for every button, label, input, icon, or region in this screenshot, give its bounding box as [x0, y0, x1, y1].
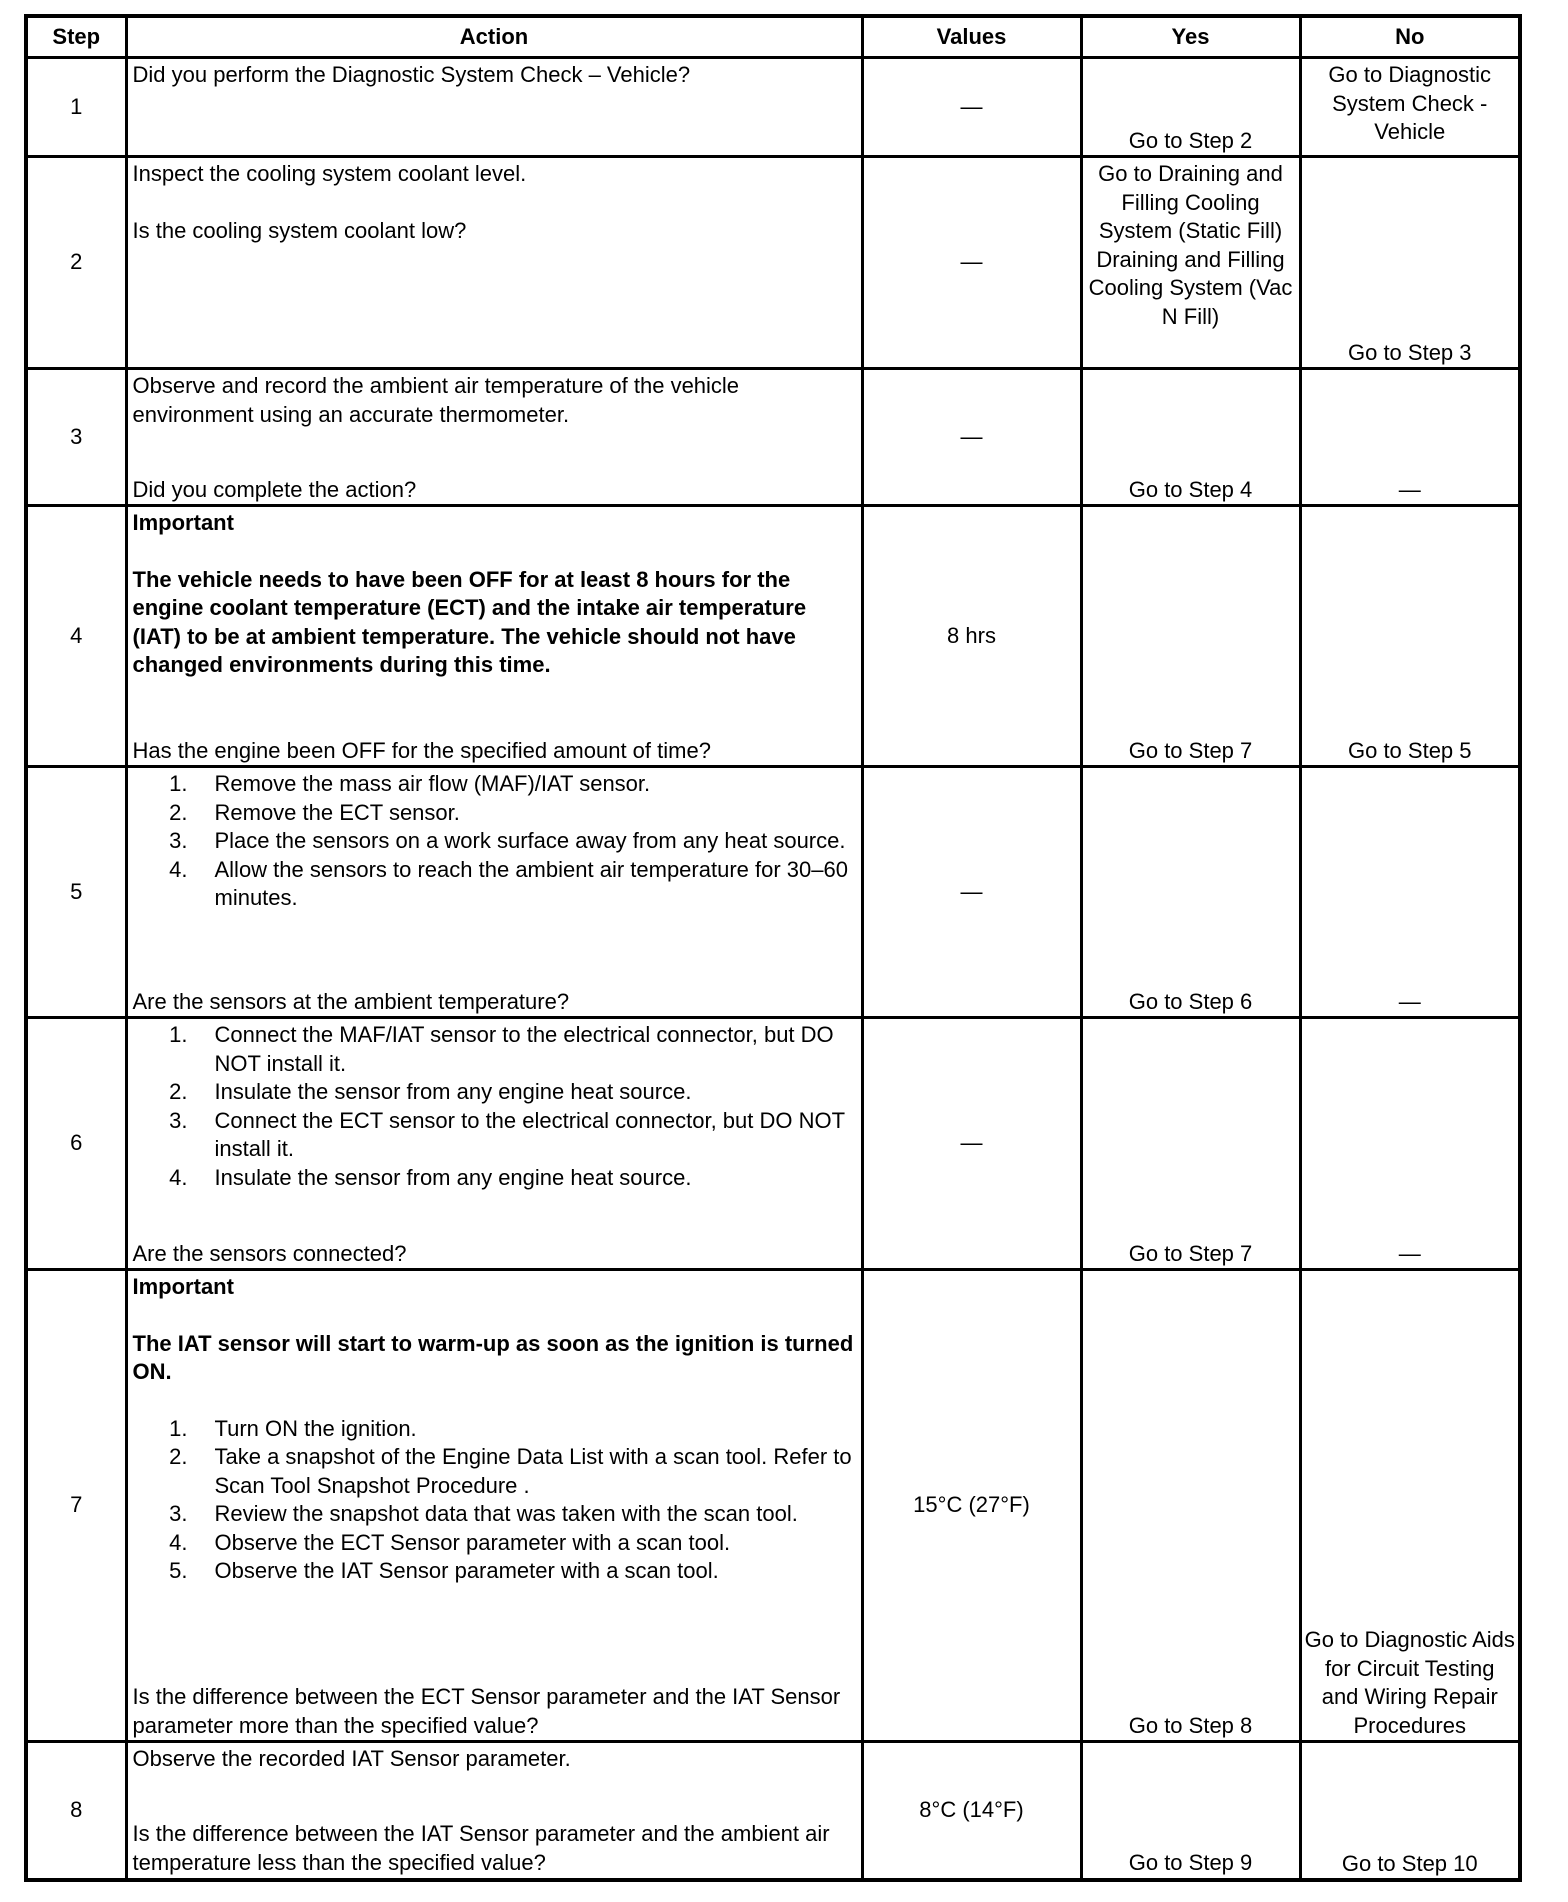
spacer [1305, 372, 1516, 476]
yes-content [1083, 370, 1299, 504]
action-text: Is the cooling system coolant low? [132, 217, 467, 243]
list-item [133, 856, 857, 913]
yes-text: Go to Step 7 [1128, 737, 1253, 763]
yes-cell [1081, 1270, 1300, 1742]
action-text: Are the sensors connected? [132, 1240, 407, 1266]
list-item [133, 827, 857, 856]
no-cell [1300, 1270, 1520, 1742]
action-text: Is the difference between the IAT Sensor parameter and the ambient air temperature less than the specified value? [132, 1821, 830, 1875]
table-row [26, 767, 1520, 1018]
value-cell: — [862, 58, 1081, 157]
value-cell: 15°C (27°F) [862, 1270, 1081, 1742]
spacer [1305, 770, 1516, 988]
action-content [128, 507, 861, 765]
table-row [26, 157, 1520, 369]
spacer [133, 90, 857, 156]
no-content [1302, 59, 1519, 155]
step-number: 7 [26, 1270, 126, 1742]
list-number: 1. [169, 1415, 188, 1441]
spacer [1305, 509, 1516, 737]
spacer [1305, 1745, 1516, 1850]
no-cell [1300, 506, 1520, 767]
yes-content [1083, 507, 1299, 765]
list-item [133, 1021, 857, 1078]
list-text: Remove the mass air flow (MAF)/IAT sensor. [214, 771, 651, 796]
no-cell [1300, 1742, 1520, 1881]
no-text: — [1398, 476, 1421, 502]
spacer [1086, 509, 1296, 737]
value-cell: — [862, 767, 1081, 1018]
yes-cell [1081, 157, 1300, 369]
numbered-list [133, 1415, 857, 1586]
table-row [26, 1270, 1520, 1742]
yes-content [1083, 1743, 1299, 1878]
important-text: Important [132, 1274, 234, 1299]
blank-line [133, 538, 857, 566]
action-cell [126, 1742, 862, 1881]
list-text: Observe the IAT Sensor parameter with a scan tool. [214, 1558, 719, 1583]
list-text: Take a snapshot of the Engine Data List with a scan tool. Refer to Scan Tool Snapshot Procedure . [214, 1444, 852, 1498]
list-number: 4. [169, 1164, 188, 1190]
blank-line [133, 1387, 857, 1415]
list-number: 2. [169, 799, 188, 825]
header-values: Values [862, 16, 1081, 58]
list-number: 2. [169, 1079, 188, 1104]
yes-content [1083, 158, 1299, 367]
list-text: Insulate the sensor from any engine heat source. [214, 1079, 692, 1104]
important-text: The IAT sensor will start to warm-up as soon as the ignition is turned ON. [132, 1330, 854, 1384]
blank-line [133, 1302, 857, 1330]
action-content [128, 1271, 861, 1740]
no-cell [1300, 767, 1520, 1018]
action-content [128, 370, 861, 504]
list-number: 3. [169, 1501, 188, 1526]
list-number: 2. [169, 1444, 188, 1469]
no-cell [1300, 157, 1520, 369]
list-number: 1. [169, 771, 188, 796]
yes-text: Go to Step 8 [1128, 1712, 1253, 1738]
list-text: Remove the ECT sensor. [214, 799, 460, 825]
value-cell: 8°C (14°F) [862, 1742, 1081, 1881]
action-content [128, 1743, 861, 1877]
spacer [1305, 1021, 1516, 1240]
no-text: Go to Step 10 [1341, 1850, 1478, 1876]
step-number: 2 [26, 157, 126, 369]
list-text: Allow the sensors to reach the ambient air temperature for 30–60 minutes. [214, 856, 848, 910]
step-number: 3 [26, 369, 126, 506]
value-cell: — [862, 157, 1081, 369]
yes-cell [1081, 767, 1300, 1018]
table-row [26, 1018, 1520, 1270]
numbered-list [133, 770, 857, 913]
action-text: Did you perform the Diagnostic System Check – Vehicle? [132, 62, 691, 87]
list-text: Connect the ECT sensor to the electrical connector, but DO NOT install it. [214, 1107, 845, 1161]
numbered-list [133, 1021, 857, 1192]
spacer [133, 429, 857, 476]
list-item [133, 1107, 857, 1164]
yes-text: Go to Step 6 [1128, 988, 1253, 1014]
yes-cell [1081, 58, 1300, 157]
list-item [133, 799, 857, 828]
spacer [1305, 1273, 1516, 1626]
yes-cell [1081, 1742, 1300, 1881]
value-cell: — [862, 369, 1081, 506]
spacer [1086, 61, 1296, 127]
list-item [133, 1415, 857, 1444]
action-text: Has the engine been OFF for the specified amount of time? [132, 737, 711, 763]
spacer [133, 1774, 857, 1821]
spacer [1086, 1745, 1296, 1849]
no-cell [1300, 1018, 1520, 1270]
no-content [1302, 1019, 1519, 1268]
header-row [26, 16, 1520, 58]
list-number: 1. [169, 1022, 188, 1047]
yes-content [1083, 768, 1299, 1016]
spacer [133, 913, 857, 988]
yes-cell [1081, 1018, 1300, 1270]
no-cell [1300, 58, 1520, 157]
no-text: — [1398, 988, 1421, 1014]
list-text: Review the snapshot data that was taken with the scan tool. [214, 1501, 798, 1526]
list-number: 3. [169, 1107, 188, 1133]
header-yes: Yes [1081, 16, 1300, 58]
important-text: Important [132, 510, 234, 535]
header-no: No [1300, 16, 1520, 58]
diagnostic-table [24, 14, 1522, 1882]
yes-cell [1081, 506, 1300, 767]
table-row [26, 58, 1520, 157]
spacer [133, 1586, 857, 1684]
action-content [128, 158, 861, 367]
step-number: 6 [26, 1018, 126, 1270]
yes-text: Go to Step 9 [1128, 1850, 1253, 1875]
action-cell [126, 767, 862, 1018]
action-cell [126, 1018, 862, 1270]
list-item [133, 1443, 857, 1500]
spacer [1305, 160, 1516, 339]
list-text: Observe the ECT Sensor parameter with a scan tool. [214, 1529, 731, 1555]
yes-content [1083, 59, 1299, 155]
no-text: Go to Step 3 [1347, 339, 1472, 365]
list-item [133, 1078, 857, 1107]
step-number: 8 [26, 1742, 126, 1881]
list-text: Turn ON the ignition. [214, 1415, 417, 1441]
no-content [1302, 507, 1519, 765]
no-content [1302, 1743, 1519, 1878]
no-text: Go to Diagnostic Aids for Circuit Testing and Wiring Repair Procedures [1304, 1627, 1515, 1738]
action-cell [126, 506, 862, 767]
important-text: The vehicle needs to have been OFF for at least 8 hours for the engine coolant temperature (ECT) and the intake air temperature (IAT) to be at ambient temperature. The vehicle should not have changed environments during this time. [132, 566, 807, 677]
spacer [1086, 770, 1296, 988]
action-cell [126, 1270, 862, 1742]
list-number: 4. [169, 1529, 188, 1555]
action-text: Inspect the cooling system coolant level. [132, 161, 527, 186]
yes-text: Go to Draining and Filling Cooling System (Static Fill) Draining and Filling Cooling System (Vac N Fill) [1088, 161, 1293, 329]
step-number: 4 [26, 506, 126, 767]
action-text: Observe the recorded IAT Sensor parameter. [132, 1746, 571, 1771]
no-text: Go to Step 5 [1347, 737, 1472, 763]
list-number: 5. [169, 1558, 188, 1583]
no-text: — [1398, 1240, 1421, 1266]
action-content [128, 59, 861, 155]
list-text: Connect the MAF/IAT sensor to the electrical connector, but DO NOT install it. [214, 1022, 834, 1076]
header-action: Action [126, 16, 862, 58]
yes-text: Go to Step 4 [1128, 476, 1253, 502]
action-text: Are the sensors at the ambient temperature? [132, 988, 570, 1014]
list-item [133, 1529, 857, 1558]
spacer [1086, 372, 1296, 476]
list-number: 3. [169, 828, 188, 853]
yes-content [1083, 1271, 1299, 1740]
header-step: Step [26, 16, 126, 58]
action-content [128, 768, 861, 1016]
spacer [133, 680, 857, 737]
list-item [133, 1557, 857, 1586]
spacer [133, 245, 857, 367]
action-content [128, 1019, 861, 1268]
step-number: 1 [26, 58, 126, 157]
spacer [1086, 1021, 1296, 1240]
no-content [1302, 158, 1519, 367]
action-cell [126, 369, 862, 506]
table-row [26, 369, 1520, 506]
no-cell [1300, 369, 1520, 506]
yes-text: Go to Step 2 [1128, 127, 1253, 153]
list-item [133, 770, 857, 799]
yes-cell [1081, 369, 1300, 506]
value-cell: 8 hrs [862, 506, 1081, 767]
list-text: Insulate the sensor from any engine heat source. [214, 1164, 692, 1190]
action-text: Observe and record the ambient air temperature of the vehicle environment using an accurate thermometer. [132, 373, 740, 427]
blank-line [133, 189, 857, 217]
list-item [133, 1164, 857, 1193]
no-text: Go to Diagnostic System Check - Vehicle [1328, 62, 1492, 144]
value-cell: — [862, 1018, 1081, 1270]
no-content [1302, 370, 1519, 504]
action-text: Is the difference between the ECT Sensor parameter and the IAT Sensor parameter more than the specified value? [132, 1684, 841, 1738]
yes-text: Go to Step 7 [1128, 1240, 1253, 1266]
step-number: 5 [26, 767, 126, 1018]
spacer [133, 1192, 857, 1240]
list-item [133, 1500, 857, 1529]
list-number: 4. [169, 856, 188, 882]
action-cell [126, 157, 862, 369]
yes-content [1083, 1019, 1299, 1268]
action-cell [126, 58, 862, 157]
no-content [1302, 768, 1519, 1016]
spacer [1086, 1273, 1296, 1712]
no-content [1302, 1271, 1519, 1740]
list-text: Place the sensors on a work surface away from any heat source. [214, 828, 846, 853]
table-row [26, 1742, 1520, 1881]
table-row [26, 506, 1520, 767]
action-text: Did you complete the action? [132, 476, 417, 502]
